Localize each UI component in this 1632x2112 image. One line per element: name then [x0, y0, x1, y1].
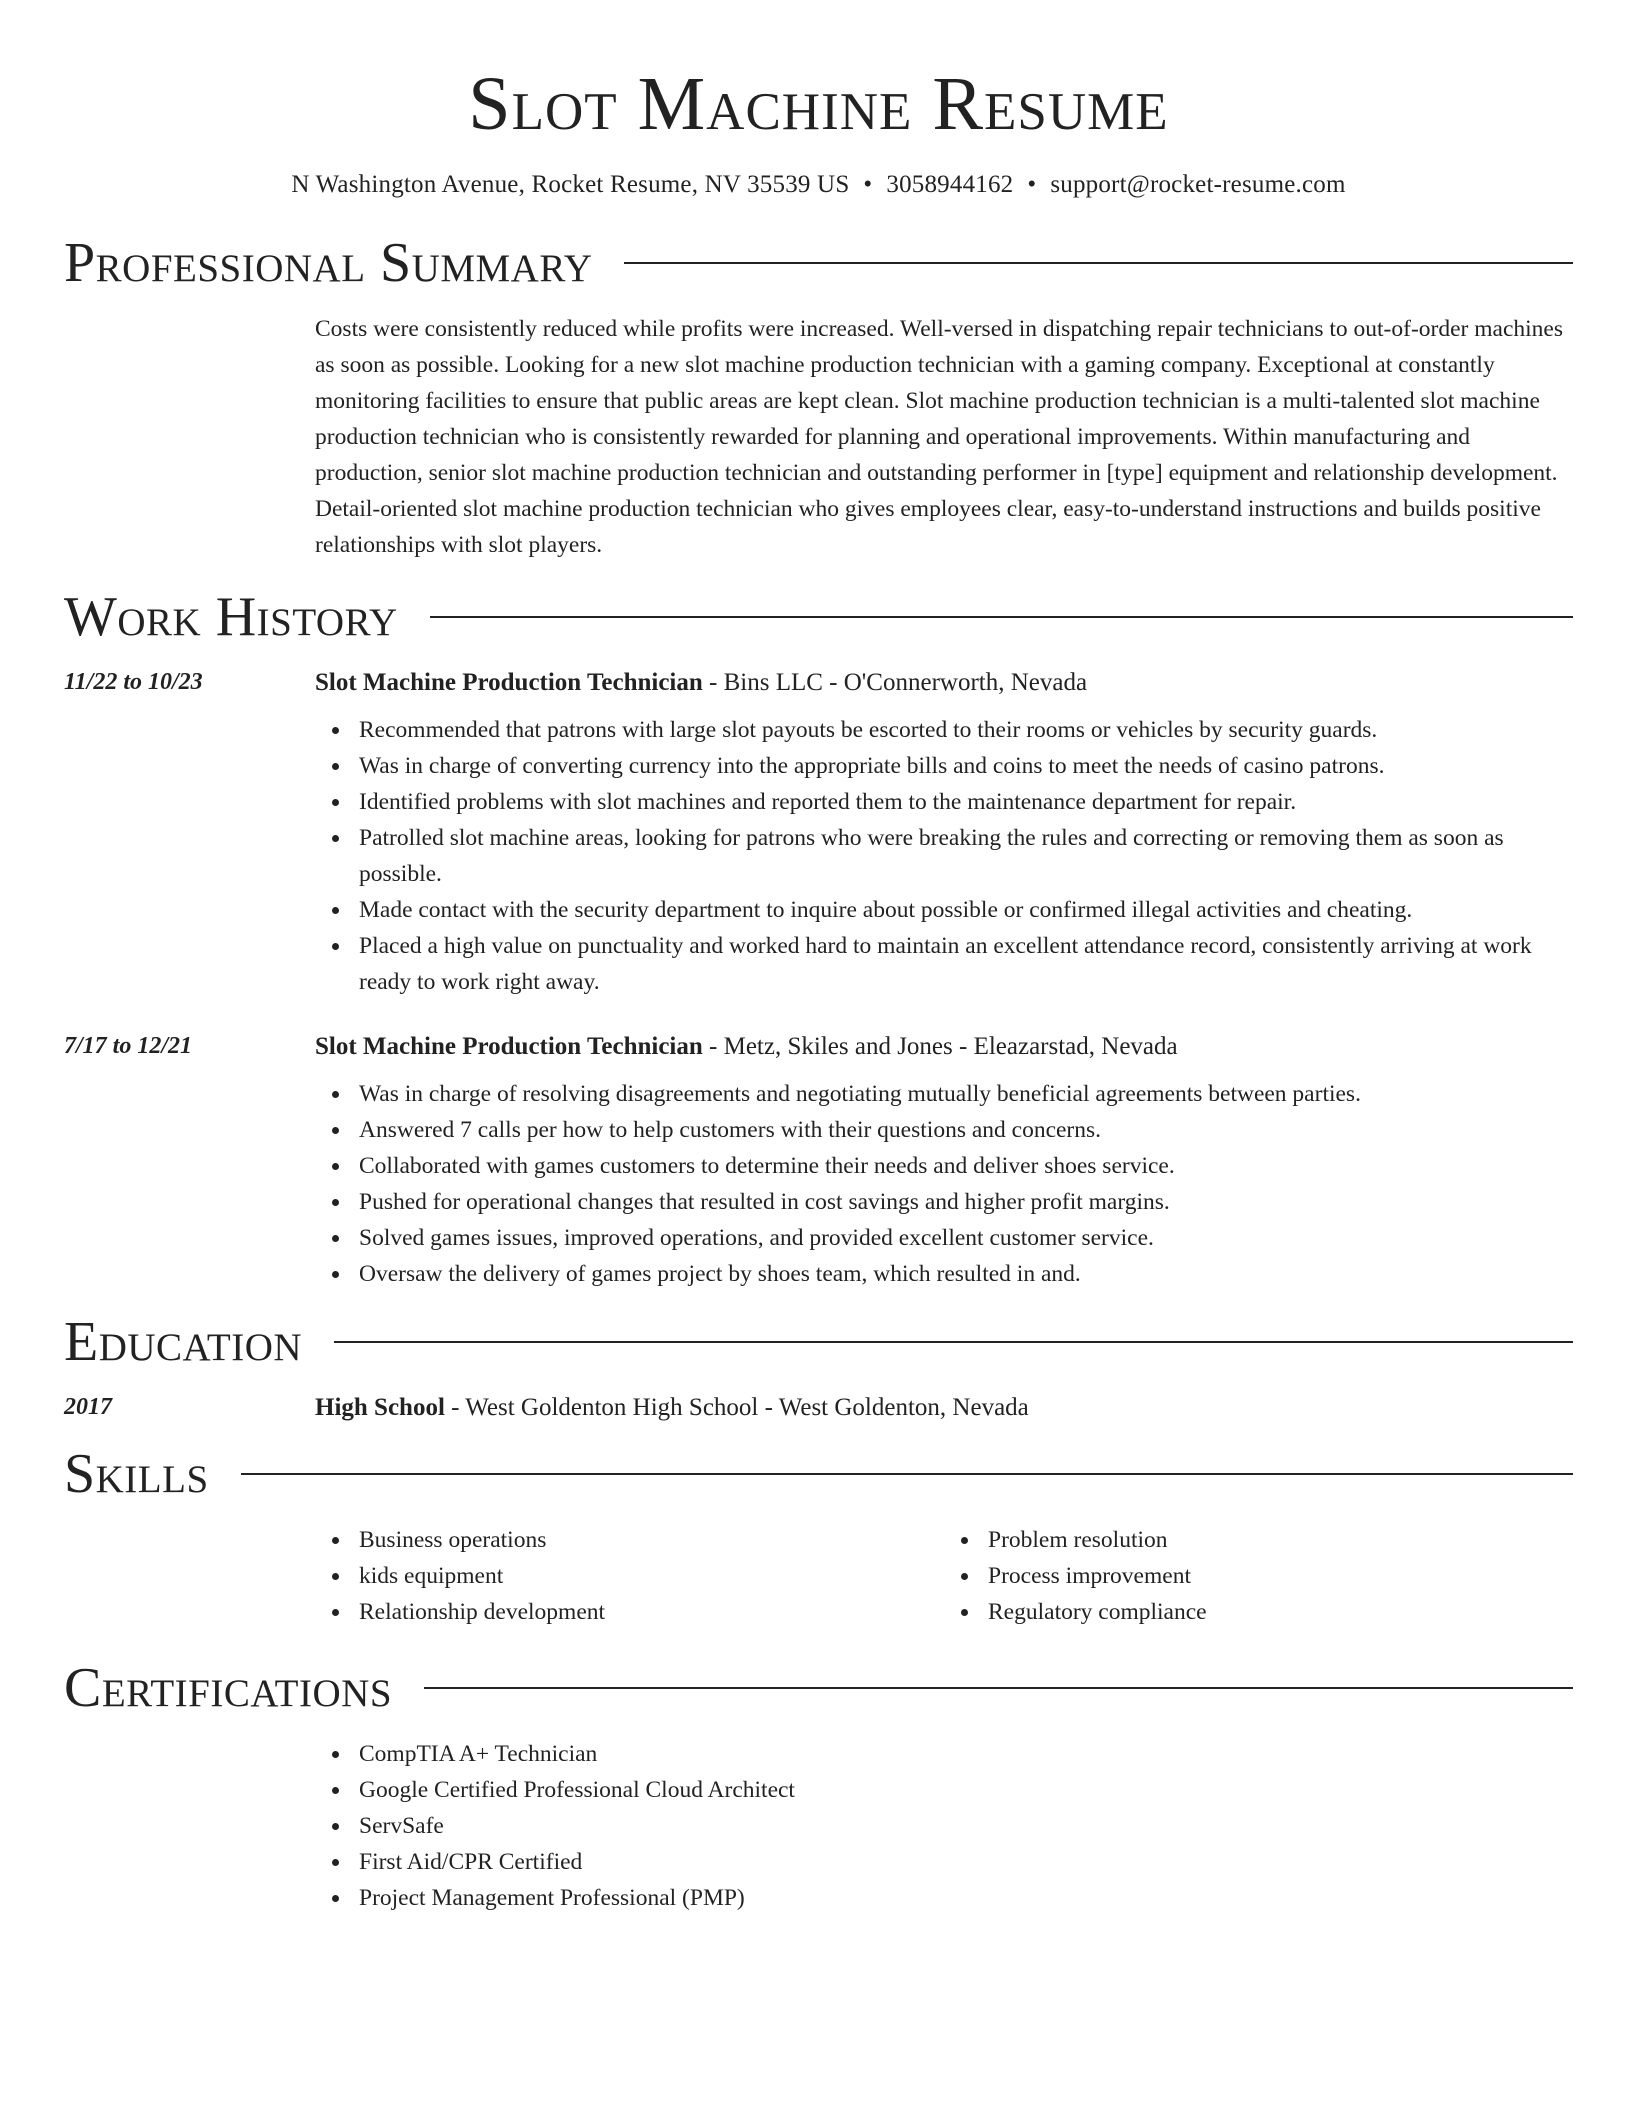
summary-text: Costs were consistently reduced while profits were increased. Well-versed in dispatching repair technicians to out-of-order machines as soon as possible. Looking for a new slot machine production technician with a gaming company. Exceptional at constantly monitoring facilities to ensure that public areas are kept clean. Slot machine production technician is a multi-talented slot machine production technician who is consistently rewarded for planning and operational improvements. Within manufacturing and production, senior slot machine production technician and outstanding performer in [type] equipment and relationship development. Detail-oriented slot machine production technician who gives employees clear, easy-to-understand instructions and builds positive relationships with slot players.: [315, 316, 1563, 558]
section-divider: [624, 262, 1573, 264]
work-heading: Work History: [64, 586, 398, 648]
list-item: Was in charge of converting currency into the appropriate bills and coins to meet the needs of casino patrons.: [359, 748, 1573, 784]
certifications-list: [315, 1736, 1573, 1916]
list-item: Project Management Professional (PMP): [359, 1880, 1573, 1916]
summary-heading: Professional Summary: [64, 232, 593, 294]
summary-row: [64, 311, 1573, 563]
education-section-header: [64, 1311, 1573, 1373]
certifications-section-header: [64, 1657, 1573, 1719]
section-divider: [424, 1687, 1573, 1689]
section-divider: [241, 1473, 1573, 1475]
job-bullets: [315, 1076, 1573, 1292]
job-entry: [64, 1033, 1573, 1292]
job-entry: [64, 669, 1573, 1000]
list-item: Process improvement: [988, 1558, 1573, 1594]
contact-phone: 3058944162: [886, 171, 1014, 198]
education-year: 2017: [64, 1394, 112, 1420]
education-heading: Education: [64, 1311, 303, 1373]
job-header: [315, 669, 1573, 697]
contact-separator: •: [1027, 171, 1037, 198]
job-dates: 7/17 to 12/21: [64, 1033, 193, 1059]
certifications-row: [64, 1736, 1573, 1916]
skills-column: [315, 1522, 944, 1630]
certifications-heading: Certifications: [64, 1657, 393, 1719]
list-item: Google Certified Professional Cloud Architect: [359, 1772, 1573, 1808]
list-item: Regulatory compliance: [988, 1594, 1573, 1630]
list-item: Business operations: [359, 1522, 944, 1558]
list-item: Relationship development: [359, 1594, 944, 1630]
list-item: Recommended that patrons with large slot payouts be escorted to their rooms or vehicles by security guards.: [359, 712, 1573, 748]
summary-section-header: [64, 232, 1573, 294]
skills-row: [64, 1522, 1573, 1630]
list-item: Pushed for operational changes that resulted in cost savings and higher profit margins.: [359, 1184, 1573, 1220]
education-school: - West Goldenton High School - West Goldenton, Nevada: [444, 1394, 1029, 1421]
section-divider: [334, 1341, 1573, 1343]
contact-address: N Washington Avenue, Rocket Resume, NV 35539 US: [291, 171, 850, 198]
skills-heading: Skills: [64, 1443, 209, 1505]
resume-page: [64, 0, 1573, 1916]
contact-separator: •: [863, 171, 873, 198]
skills-column: [944, 1522, 1573, 1630]
section-divider: [430, 616, 1573, 618]
education-details: [315, 1394, 1573, 1422]
job-title: Slot Machine Production Technician: [315, 669, 703, 696]
job-bullets: [315, 712, 1573, 1000]
contact-email: support@rocket-resume.com: [1050, 171, 1346, 198]
list-item: Identified problems with slot machines and reported them to the maintenance department for repair.: [359, 784, 1573, 820]
list-item: Answered 7 calls per how to help customers with their questions and concerns.: [359, 1112, 1573, 1148]
skills-section-header: [64, 1443, 1573, 1505]
work-section-header: [64, 586, 1573, 648]
list-item: Made contact with the security department to inquire about possible or confirmed illegal activities and cheating.: [359, 892, 1573, 928]
education-degree: High School: [315, 1394, 445, 1421]
skills-grid: [315, 1522, 1573, 1630]
job-dates: 11/22 to 10/23: [64, 669, 203, 695]
list-item: Patrolled slot machine areas, looking for patrons who were breaking the rules and correcting or removing them as soon as possible.: [359, 820, 1573, 892]
list-item: CompTIA A+ Technician: [359, 1736, 1573, 1772]
list-item: First Aid/CPR Certified: [359, 1844, 1573, 1880]
contact-line: [64, 171, 1573, 199]
resume-name: Slot Machine Resume: [468, 62, 1169, 146]
list-item: Collaborated with games customers to determine their needs and deliver shoes service.: [359, 1148, 1573, 1184]
list-item: Solved games issues, improved operations, and provided excellent customer service.: [359, 1220, 1573, 1256]
list-item: Was in charge of resolving disagreements and negotiating mutually beneficial agreements between parties.: [359, 1076, 1573, 1112]
list-item: Oversaw the delivery of games project by shoes team, which resulted in and.: [359, 1256, 1573, 1292]
list-item: Placed a high value on punctuality and worked hard to maintain an excellent attendance record, consistently arriving at work ready to work right away.: [359, 928, 1573, 1000]
list-item: ServSafe: [359, 1808, 1573, 1844]
list-item: Problem resolution: [988, 1522, 1573, 1558]
education-entry: [64, 1394, 1573, 1422]
list-item: kids equipment: [359, 1558, 944, 1594]
job-title: Slot Machine Production Technician: [315, 1033, 703, 1060]
job-employer: - Bins LLC - O'Connerworth, Nevada: [702, 669, 1088, 696]
job-header: [315, 1033, 1573, 1061]
job-employer: - Metz, Skiles and Jones - Eleazarstad, Nevada: [702, 1033, 1178, 1060]
